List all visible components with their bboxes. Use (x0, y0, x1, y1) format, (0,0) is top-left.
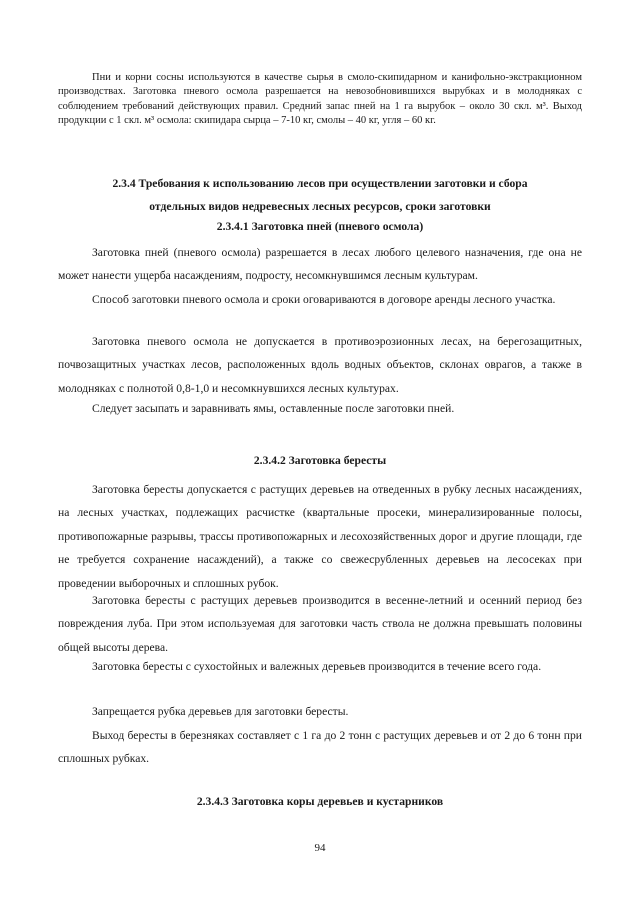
bark-paragraph-2: Заготовка бересты с растущих деревьев производится в весенне-летний и осенний период без повреждения луба. При этом используемая для заготовки часть ствола не должна превышать половины общей высоты дерева. (58, 594, 582, 654)
subsection-heading-tree-bark: 2.3.4.3 Заготовка коры деревьев и кустарников (196, 795, 444, 808)
stumps-paragraph-3: Заготовка пневого осмола не допускается в противоэрозионных лесах, на берегозащитных, почвозащитных участках лесов, расположенных вдоль водных объектов, склонах оврагов, а также в молодняках с полнотой 0,8-1,0 и несомкнувшихся лесных культурах. (58, 335, 582, 395)
subsection-heading-birch-bark: 2.3.4.2 Заготовка бересты (253, 454, 387, 467)
intro-paragraph: Пни и корни сосны используются в качестве сырья в смоло-скипидарном и канифольно-экстракционном производствах. Заготовка пневого осмола разрешается на невозобновившихся вырубках и в молодняках с соблюдением требований действующих правил. Средний запас пней на 1 га вырубок – около 30 скл. м³. Выход продукции с 1 скл. м³ осмола: скипидара сырца – 7-10 кг, смолы – 40 кг, угля – 60 кг. (58, 72, 582, 127)
section-heading-line-1: 2.3.4 Требования к использованию лесов при осуществлении заготовки и сбора (112, 177, 528, 190)
section-heading-line-2: отдельных видов недревесных лесных ресурсов, сроки заготовки (149, 200, 491, 213)
bark-paragraph-5: Выход бересты в березняках составляет с 1 га до 2 тонн с растущих деревьев и от 2 до 6 тонн при сплошных рубках. (58, 729, 582, 766)
page-number: 94 (314, 842, 326, 854)
bark-paragraph-3: Заготовка бересты с сухостойных и валежных деревьев производится в течение всего года. (92, 660, 542, 673)
bark-paragraph-1: Заготовка бересты допускается с растущих деревьев на отведенных в рубку лесных насаждениях, на лесных участках, подлежащих расчистке (квартальные просеки, минерализированные полосы, противопожарные разрывы, трассы противопожарных и лесохозяйственных дорог и другие площади, где не требуется сохранение насаждений), а также со свежесрубленных деревьев на лесосеках при проведении выборочных и сплошных рубок. (58, 483, 582, 590)
bark-paragraph-4: Запрещается рубка деревьев для заготовки бересты. (92, 705, 349, 718)
stumps-paragraph-1: Заготовка пней (пневого осмола) разрешается в лесах любого целевого назначения, где она не может нанести ущерба насаждениям, подросту, несомкнувшимся лесным культурам. (58, 246, 582, 283)
stumps-paragraph-2: Способ заготовки пневого осмола и сроки оговариваются в договоре аренды лесного участка. (92, 293, 556, 306)
subsection-heading-stumps: 2.3.4.1 Заготовка пней (пневого осмола) (216, 220, 424, 233)
stumps-paragraph-4: Следует засыпать и заравнивать ямы, оставленные после заготовки пней. (92, 402, 455, 415)
